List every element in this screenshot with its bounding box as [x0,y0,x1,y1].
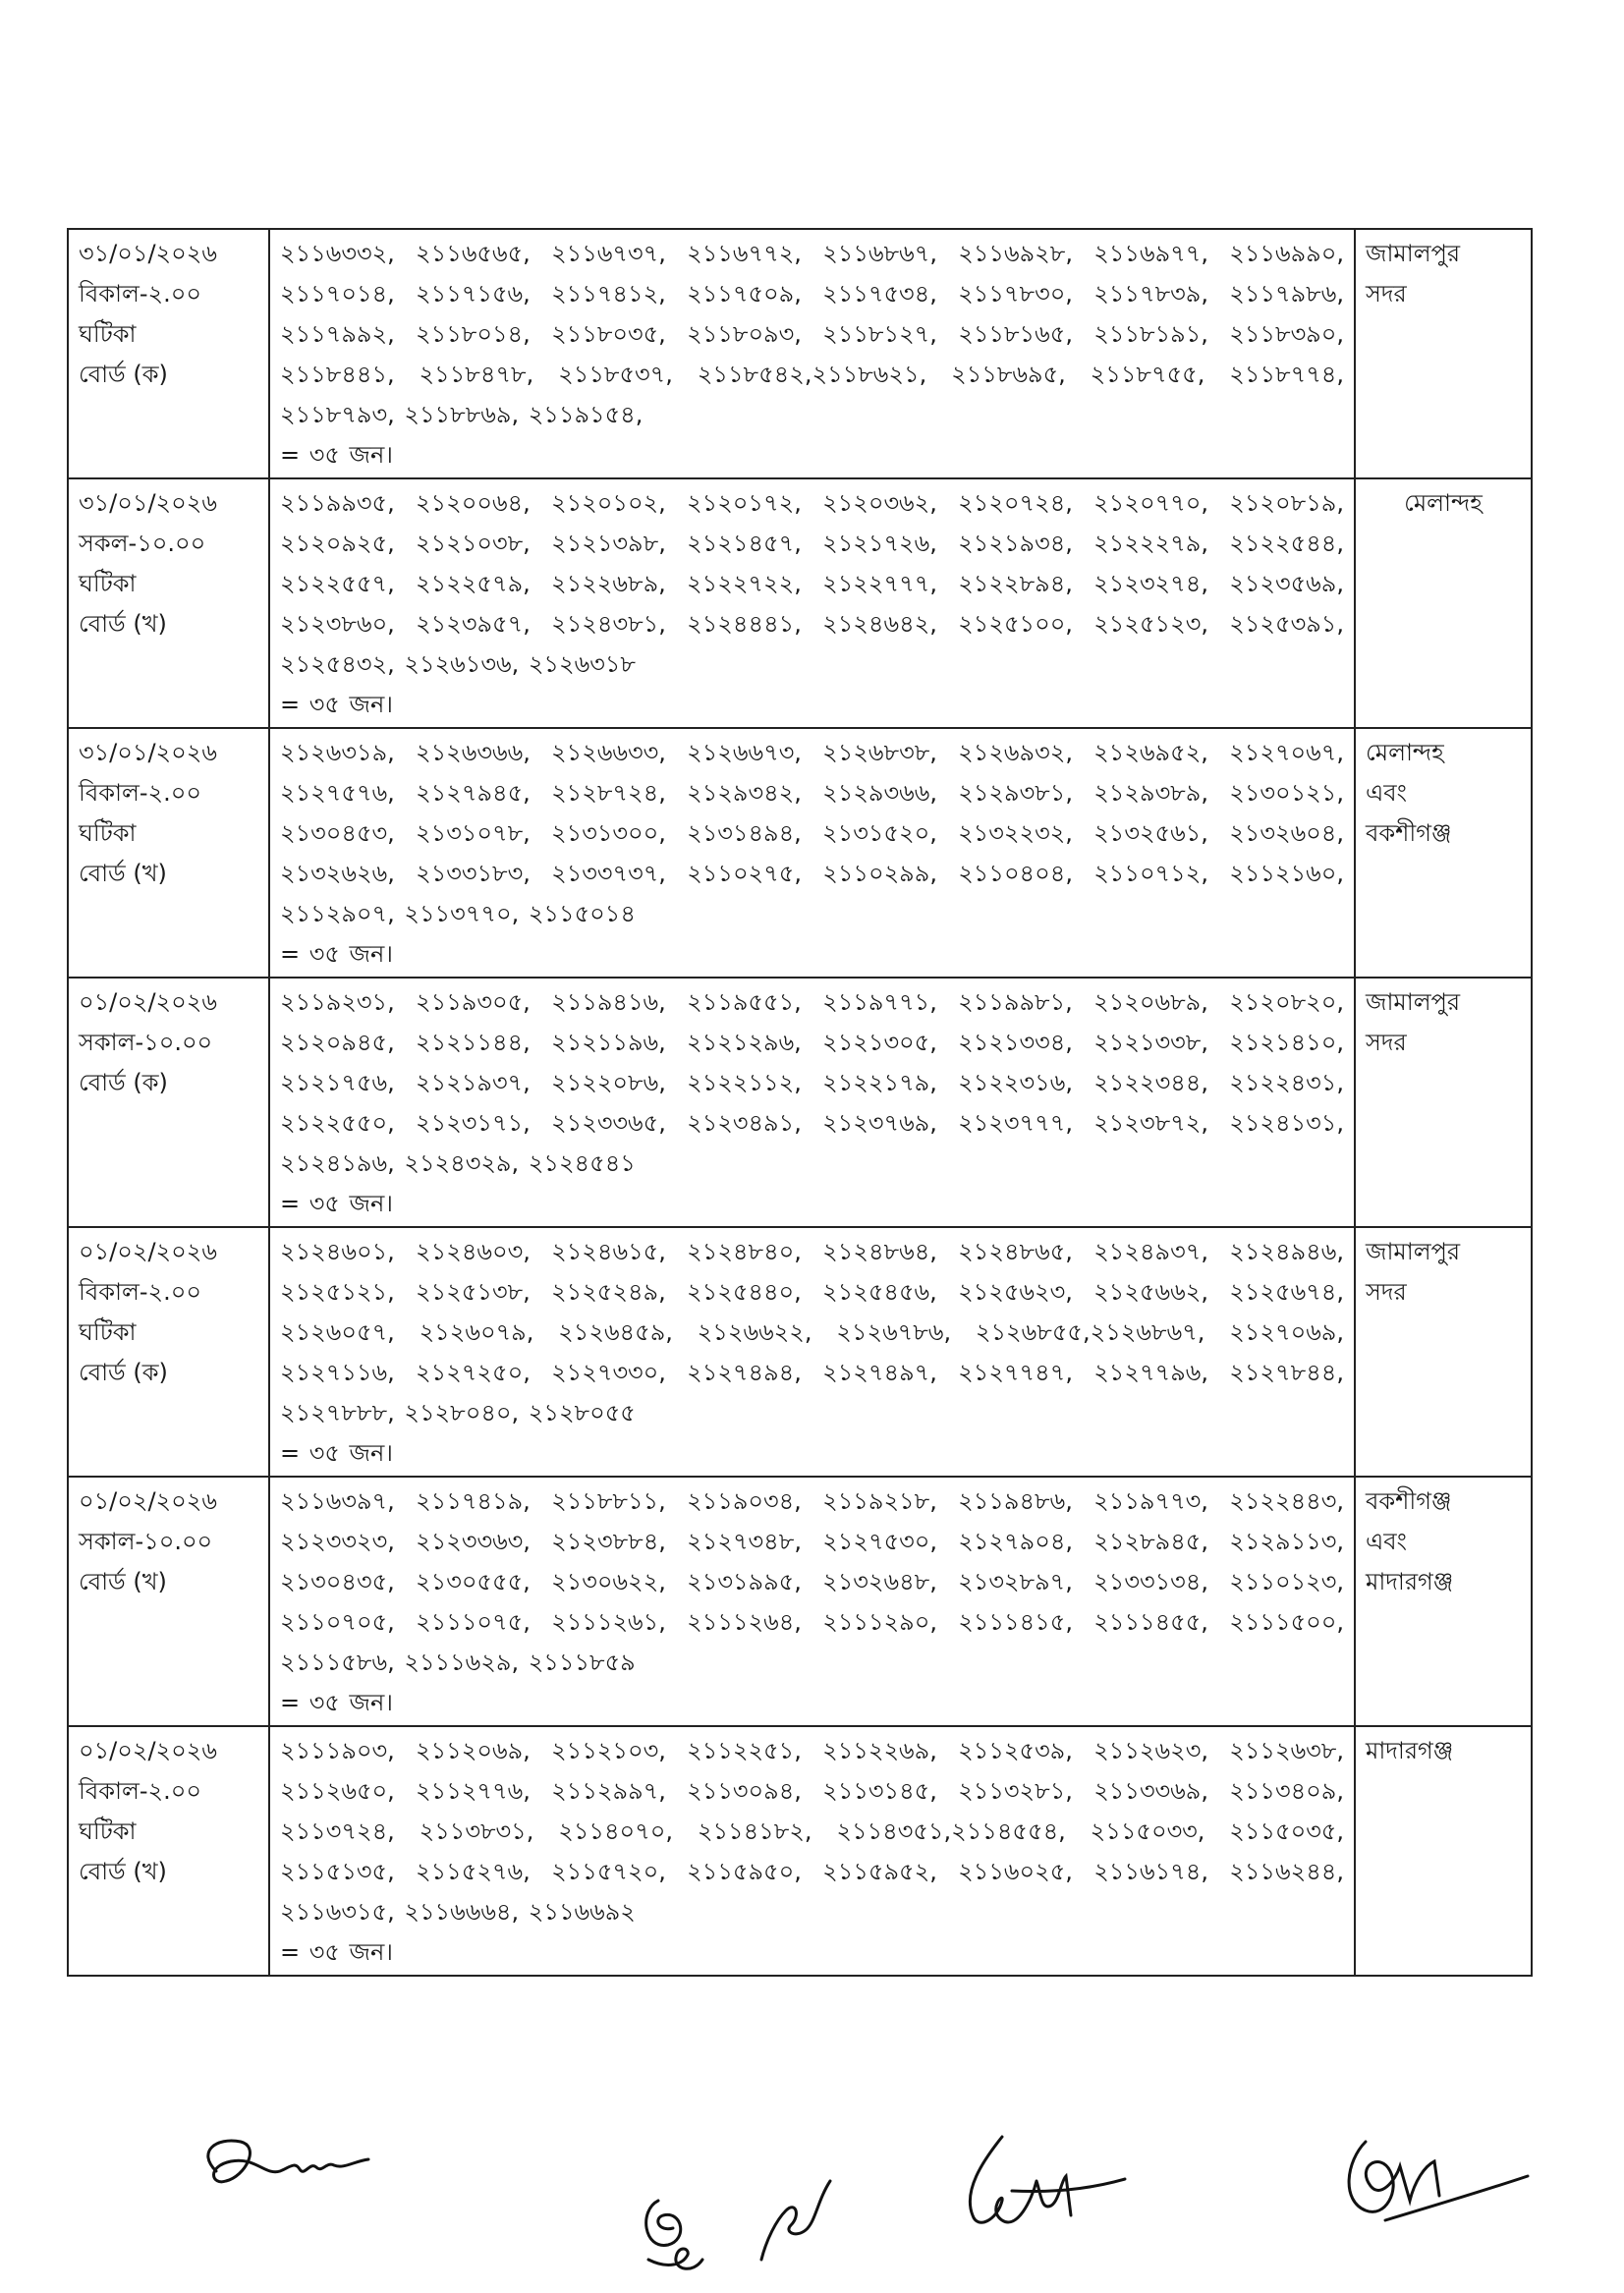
roll-numbers-cell [269,229,1355,478]
upazila-name: মাদারগঞ্জ [1366,1568,1454,1595]
exam-time: সকল-১০.০০ [79,530,206,557]
candidate-total: = ৩৫ জন। [280,441,393,469]
exam-date: ০১/০২/২০২৬ [79,1487,217,1515]
upazila-name: মেলান্দহ [1404,489,1483,517]
roll-numbers: ২১১৬৩৩২, ২১১৬৫৬৫, ২১১৬৭৩৭, ২১১৬৭৭২, ২১১৬৮৬৭, ২১১৬৯২৮, ২১১৬৯৭৭, ২১১৬৯৯০, ২১১৭০১৪, ২১১৭১৫৬, ২১১৭৪১২, ২১১৭৫০৯, ২১১৭৫৩৪, ২১১৭৮৩০, ২১১৭৮৩৯, ২১১৭৯৮৬, ২১১৭৯৯২, ২১১৮০১৪, ২১১৮০৩৫, ২১১৮০৯৩, ২১১৮১২৭, ২১১৮১৬৫, ২১১৮১৯১, ২১১৮৩৯০, ২১১৮৪৪১, ২১১৮৪৭৮, ২১১৮৫৩৭, ২১১৮৫৪২,২১১৮৬২১, ২১১৮৬৯৫, ২১১৮৭৫৫, ২১১৮৭৭৪, ২১১৮৭৯৩, ২১১৮৮৬৯, ২১১৯১৫৪, [280,240,1344,428]
roll-numbers-cell [269,478,1355,728]
date-time-cell [68,978,269,1227]
exam-board: বোর্ড (খ) [79,1568,167,1595]
exam-time: বিকাল-২.০০ [79,1278,201,1306]
date-time-cell [68,478,269,728]
upazila-cell [1355,1227,1532,1477]
date-time-cell [68,1227,269,1477]
exam-board: বোর্ড (ক) [79,1359,168,1386]
roll-numbers: ২১২৪৬০১, ২১২৪৬০৩, ২১২৪৬১৫, ২১২৪৮৪০, ২১২৪৮৬৪, ২১২৪৮৬৫, ২১২৪৯৩৭, ২১২৪৯৪৬, ২১২৫১২১, ২১২৫১৩৮, ২১২৫২৪৯, ২১২৫৪৪০, ২১২৫৪৫৬, ২১২৫৬২৩, ২১২৫৬৬২, ২১২৫৬৭৪, ২১২৬০৫৭, ২১২৬০৭৯, ২১২৬৪৫৯, ২১২৬৬২২, ২১২৬৭৮৬, ২১২৬৮৫৫,২১২৬৮৬৭, ২১২৭০৬৯, ২১২৭১১৬, ২১২৭২৫০, ২১২৭৩৩০, ২১২৭৪৯৪, ২১২৭৪৯৭, ২১২৭৭৪৭, ২১২৭৭৯৬, ২১২৭৮৪৪, ২১২৭৮৮৮, ২১২৮০৪০, ২১২৮০৫৫ [280,1238,1344,1426]
roll-numbers: ২১১৯২৩১, ২১১৯৩০৫, ২১১৯৪১৬, ২১১৯৫৫১, ২১১৯৭৭১, ২১১৯৯৮১, ২১২০৬৮৯, ২১২০৮২০, ২১২০৯৪৫, ২১২১১৪৪, ২১২১১৯৬, ২১২১২৯৬, ২১২১৩০৫, ২১২১৩৩৪, ২১২১৩৩৮, ২১২১৪১০, ২১২১৭৫৬, ২১২১৯৩৭, ২১২২০৮৬, ২১২২১১২, ২১২২১৭৯, ২১২২৩১৬, ২১২২৩৪৪, ২১২২৪৩১, ২১২২৫৫০, ২১২৩১৭১, ২১২৩৩৬৫, ২১২৩৪৯১, ২১২৩৭৬৯, ২১২৩৭৭৭, ২১২৩৮৭২, ২১২৪১৩১, ২১২৪১৯৬, ২১২৪৩২৯, ২১২৪৫৪১ [280,988,1344,1177]
signature-5 [1326,2112,1533,2230]
upazila-name: জামালপুর [1366,1238,1461,1265]
exam-time-unit: ঘটিকা [79,320,137,348]
candidate-total: = ৩৫ জন। [280,1689,393,1716]
date-time-cell [68,728,269,978]
date-time-cell [68,1726,269,1976]
upazila-name: জামালপুর [1366,240,1461,267]
roll-numbers-cell [269,978,1355,1227]
upazila-cell [1355,478,1532,728]
roll-numbers: ২১১৯৯৩৫, ২১২০০৬৪, ২১২০১০২, ২১২০১৭২, ২১২০৩৬২, ২১২০৭২৪, ২১২০৭৭০, ২১২০৮১৯, ২১২০৯২৫, ২১২১০৩৮, ২১২১৩৯৮, ২১২১৪৫৭, ২১২১৭২৬, ২১২১৯৩৪, ২১২২২৭৯, ২১২২৫৪৪, ২১২২৫৫৭, ২১২২৫৭৯, ২১২২৬৮৯, ২১২২৭২২, ২১২২৭৭৭, ২১২২৮৯৪, ২১২৩২৭৪, ২১২৩৫৬৯, ২১২৩৮৬০, ২১২৩৯৫৭, ২১২৪৩৮১, ২১২৪৪৪১, ২১২৪৬৪২, ২১২৫১০০, ২১২৫১২৩, ২১২৫৩৯১, ২১২৫৪৩২, ২১২৬১৩৬, ২১২৬৩১৮ [280,489,1344,678]
roll-numbers: ২১১৬৩৯৭, ২১১৭৪১৯, ২১১৮৮১১, ২১১৯০৩৪, ২১১৯২১৮, ২১১৯৪৮৬, ২১১৯৭৭৩, ২১২২৪৪৩, ২১২৩৩২৩, ২১২৩৩৬৩, ২১২৩৮৮৪, ২১২৭৩৪৮, ২১২৭৫৩০, ২১২৭৯০৪, ২১২৮৯৪৫, ২১২৯১১৩, ২১৩০৪৩৫, ২১৩০৫৫৫, ২১৩০৬২২, ২১৩১৯৯৫, ২১৩২৬৪৮, ২১৩২৮৯৭, ২১৩৩১৩৪, ২১১০১২৩, ২১১০৭০৫, ২১১১০৭৫, ২১১১২৬১, ২১১১২৬৪, ২১১১২৯০, ২১১১৪১৫, ২১১১৪৫৫, ২১১১৫০০, ২১১১৫৮৬, ২১১১৬২৯, ২১১১৮৫৯ [280,1487,1344,1676]
exam-time-unit: ঘটিকা [79,1318,137,1346]
signature-2 [629,2171,737,2279]
exam-date: ৩১/০১/২০২৬ [79,489,217,517]
exam-time: সকাল-১০.০০ [79,1528,213,1555]
exam-time: সকাল-১০.০০ [79,1029,213,1056]
upazila-cell [1355,1477,1532,1726]
signature-1 [187,2132,373,2210]
exam-time: বিকাল-২.০০ [79,280,201,308]
roll-numbers-cell [269,1726,1355,1976]
candidate-total: = ৩৫ জন। [280,1938,393,1966]
table-row [68,978,1532,1227]
roll-numbers-cell [269,728,1355,978]
upazila-name: সদর [1366,280,1407,308]
exam-board: বোর্ড (ক) [79,361,168,388]
candidate-total: = ৩৫ জন। [280,1190,393,1217]
exam-date: ৩১/০১/২০২৬ [79,739,217,766]
roll-numbers-cell [269,1227,1355,1477]
exam-board: বোর্ড (ক) [79,1069,168,1096]
exam-schedule-table [67,228,1533,1977]
exam-time: বিকাল-২.০০ [79,779,201,807]
exam-board: বোর্ড (খ) [79,610,167,638]
date-time-cell [68,1477,269,1726]
exam-date: ০১/০২/২০২৬ [79,1238,217,1265]
upazila-cell [1355,1726,1532,1976]
exam-time-unit: ঘটিকা [79,1818,137,1845]
table-row [68,1726,1532,1976]
candidate-total: = ৩৫ জন। [280,940,393,968]
signature-4 [943,2122,1130,2250]
roll-numbers: ২১২৬৩১৯, ২১২৬৩৬৬, ২১২৬৬৩৩, ২১২৬৬৭৩, ২১২৬৮৩৮, ২১২৬৯৩২, ২১২৬৯৫২, ২১২৭০৬৭, ২১২৭৫৭৬, ২১২৭৯৪৫, ২১২৮৭২৪, ২১২৯৩৪২, ২১২৯৩৬৬, ২১২৯৩৮১, ২১২৯৩৮৯, ২১৩০১২১, ২১৩০৪৫৩, ২১৩১০৭৮, ২১৩১৩০০, ২১৩১৪৯৪, ২১৩১৫২০, ২১৩২২৩২, ২১৩২৫৬১, ২১৩২৬০৪, ২১৩২৬২৬, ২১৩৩১৮৩, ২১৩৩৭৩৭, ২১১০২৭৫, ২১১০২৯৯, ২১১০৪০৪, ২১১০৭১২, ২১১২১৬০, ২১১২৯০৭, ২১১৩৭৭০, ২১১৫০১৪ [280,739,1344,927]
upazila-name: বকশীগঞ্জ [1366,819,1452,847]
exam-date: ০১/০২/২০২৬ [79,988,217,1016]
exam-time: বিকাল-২.০০ [79,1777,201,1805]
signature-3 [747,2161,845,2269]
exam-time-unit: ঘটিকা [79,570,137,597]
upazila-cell [1355,728,1532,978]
exam-time-unit: ঘটিকা [79,819,137,847]
upazila-name: সদর [1366,1029,1407,1056]
table-row [68,1477,1532,1726]
table-row [68,229,1532,478]
upazila-name: সদর [1366,1278,1407,1306]
date-time-cell [68,229,269,478]
upazila-cell [1355,229,1532,478]
upazila-conjunction: এবং [1366,779,1407,807]
upazila-name: বকশীগঞ্জ [1366,1487,1452,1515]
roll-numbers-cell [269,1477,1355,1726]
schedule-body [68,229,1532,1976]
upazila-conjunction: এবং [1366,1528,1407,1555]
upazila-name: মেলান্দহ [1366,739,1444,766]
upazila-name: জামালপুর [1366,988,1461,1016]
roll-numbers: ২১১১৯০৩, ২১১২০৬৯, ২১১২১০৩, ২১১২২৫১, ২১১২২৬৯, ২১১২৫৩৯, ২১১২৬২৩, ২১১২৬৩৮, ২১১২৬৫০, ২১১২৭৭৬, ২১১২৯৯৭, ২১১৩০৯৪, ২১১৩১৪৫, ২১১৩২৮১, ২১১৩৩৬৯, ২১১৩৪০৯, ২১১৩৭২৪, ২১১৩৮৩১, ২১১৪০৭০, ২১১৪১৮২, ২১১৪৩৫১,২১১৪৫৫৪, ২১১৫০৩৩, ২১১৫০৩৫, ২১১৫১৩৫, ২১১৫২৭৬, ২১১৫৭২০, ২১১৫৯৫০, ২১১৫৯৫২, ২১১৬০২৫, ২১১৬১৭৪, ২১১৬২৪৪, ২১১৬৩১৫, ২১১৬৬৬৪, ২১১৬৬৯২ [280,1737,1344,1926]
upazila-cell [1355,978,1532,1227]
candidate-total: = ৩৫ জন। [280,1439,393,1467]
exam-board: বোর্ড (খ) [79,1858,167,1885]
exam-board: বোর্ড (খ) [79,860,167,887]
exam-date: ০১/০২/২০২৬ [79,1737,217,1764]
table-row [68,1227,1532,1477]
signature-area [0,2112,1624,2293]
exam-date: ৩১/০১/২০২৬ [79,240,217,267]
candidate-total: = ৩৫ জন। [280,691,393,718]
upazila-name: মাদারগঞ্জ [1366,1737,1454,1764]
table-row [68,478,1532,728]
table-row [68,728,1532,978]
